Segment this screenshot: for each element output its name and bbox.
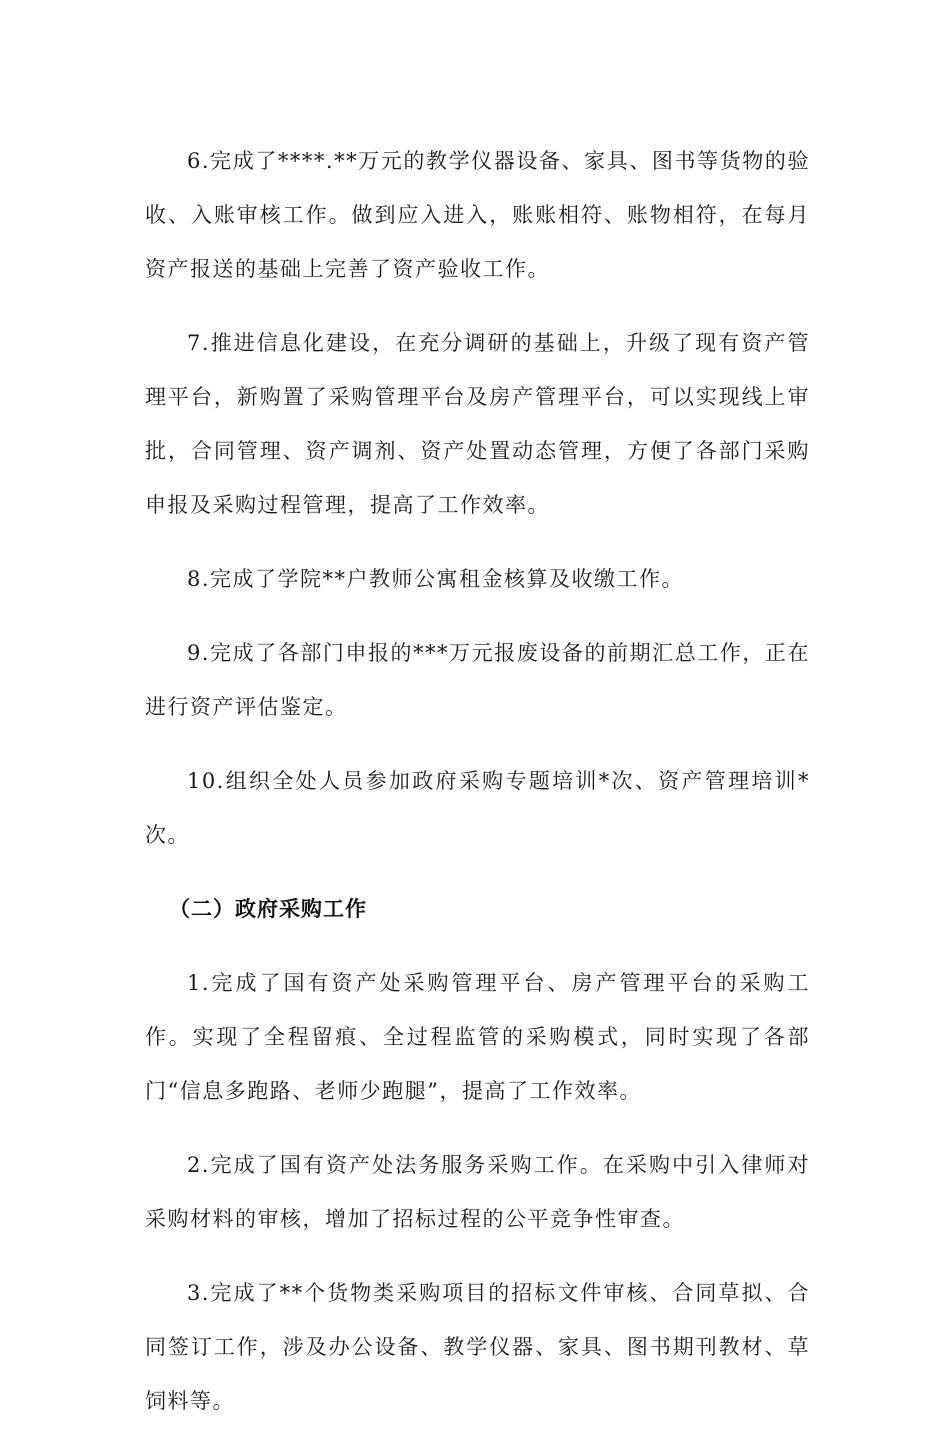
- section-paragraph-item-1: 1.完成了国有资产处采购管理平台、房产管理平台的采购工作。实现了全程留痕、全过程监管的采购模式，同时实现了各部门“信息多跑路、老师少跑腿”，提高了工作效率。: [145, 971, 810, 1103]
- section-heading: （二）政府采购工作: [169, 897, 367, 921]
- paragraph-item-7: 7.推进信息化建设，在充分调研的基础上，升级了现有资产管理平台，新购置了采购管理平台及房产管理平台，可以实现线上审批，合同管理、资产调剂、资产处置动态管理，方便了各部门采购申报及采购过程管理，提高了工作效率。: [145, 331, 810, 517]
- paragraph-item-9: 9.完成了各部门申报的***万元报废设备的前期汇总工作，正在进行资产评估鉴定。: [145, 641, 810, 719]
- section-paragraph-item-3: 3.完成了**个货物类采购项目的招标文件审核、合同草拟、合同签订工作，涉及办公设备、教学仪器、家具、图书期刊教材、草饲料等。: [145, 1281, 810, 1413]
- paragraph-item-10: 10.组织全处人员参加政府采购专题培训*次、资产管理培训*次。: [145, 769, 810, 847]
- document-body: [145, 134, 810, 1448]
- section-paragraph-item-2: 2.完成了国有资产处法务服务采购工作。在采购中引入律师对采购材料的审核，增加了招标过程的公平竞争性审查。: [145, 1153, 810, 1231]
- paragraph-item-8: 8.完成了学院**户教师公寓租金核算及收缴工作。: [187, 567, 685, 591]
- paragraph-item-6: 6.完成了****.**万元的教学仪器设备、家具、图书等货物的验收、入账审核工作。做到应入进入，账账相符、账物相符，在每月资产报送的基础上完善了资产验收工作。: [145, 149, 810, 281]
